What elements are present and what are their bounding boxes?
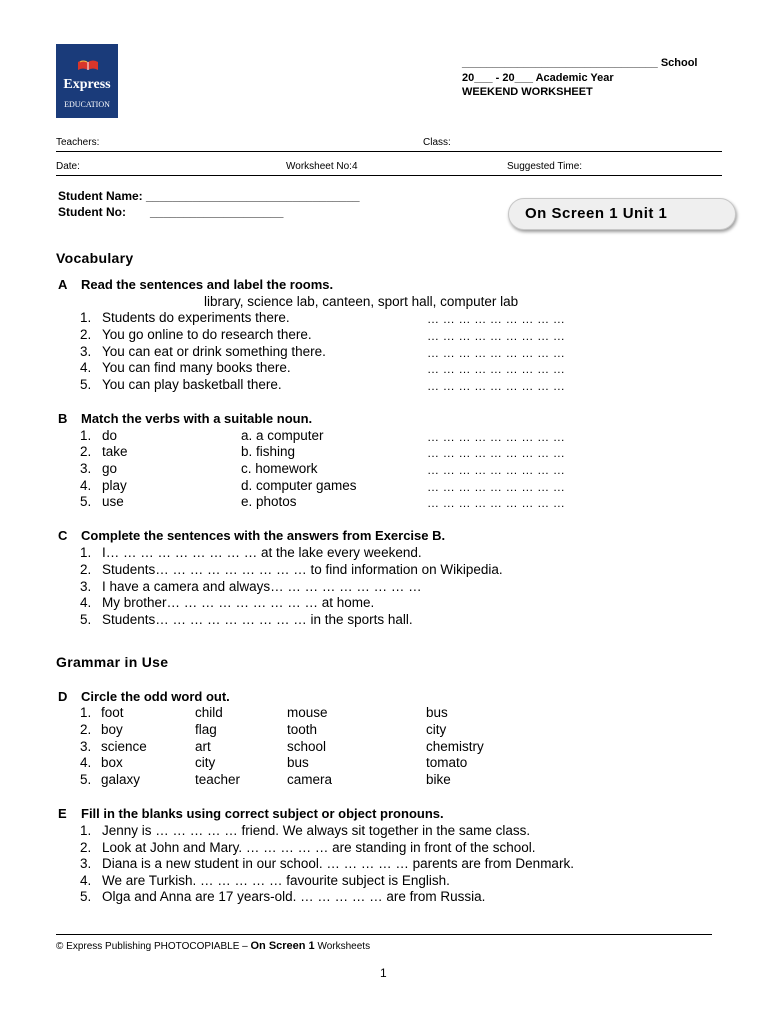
- footer-prefix: © Express Publishing PHOTOCOPIABLE –: [56, 941, 251, 952]
- item-number: 5.: [80, 494, 92, 509]
- item-number: 5.: [80, 772, 92, 787]
- noun-option: a. a computer: [241, 428, 324, 443]
- date-label: Date:: [56, 161, 80, 172]
- answer-blank: … … … … … … … … …: [427, 362, 566, 376]
- exercise-letter: C: [58, 528, 68, 543]
- logo-sub: EDUCATION: [64, 100, 110, 109]
- word: school: [287, 739, 327, 754]
- noun-option: b. fishing: [241, 444, 296, 459]
- item-text: Students… … … … … … … … … in the sports hall.: [102, 612, 413, 627]
- item-number: 5.: [80, 889, 92, 904]
- item-text: Olga and Anna are 17 years-old. … … … … … are from Russia.: [102, 889, 486, 904]
- express-logo: [56, 44, 118, 118]
- item-number: 4.: [80, 755, 92, 770]
- answer-blank: … … … … … … … … …: [427, 430, 566, 444]
- exercise-letter: A: [58, 277, 68, 292]
- answer-blank: … … … … … … … … …: [427, 446, 566, 460]
- item-text: You go online to do research there.: [102, 327, 312, 342]
- answer-blank: … … … … … … … … …: [427, 312, 566, 326]
- word: teacher: [195, 772, 241, 787]
- item-text: You can find many books there.: [102, 360, 291, 375]
- verb: take: [102, 444, 128, 459]
- exercise-title: Read the sentences and label the rooms.: [81, 277, 334, 292]
- word: bike: [426, 772, 451, 787]
- item-number: 1.: [80, 823, 92, 838]
- item-number: 1.: [80, 428, 92, 443]
- verb: play: [102, 478, 127, 493]
- item-number: 2.: [80, 562, 92, 577]
- item-number: 3.: [80, 461, 92, 476]
- noun-option: e. photos: [241, 494, 297, 509]
- word: galaxy: [101, 772, 141, 787]
- academic-year: 20___ - 20___ Academic Year: [462, 72, 614, 84]
- noun-option: c. homework: [241, 461, 318, 476]
- exercise-letter: B: [58, 411, 68, 426]
- exercise-title: Complete the sentences with the answers from Exercise B.: [81, 528, 446, 543]
- school-line: ________________________________ School: [462, 57, 698, 69]
- word: camera: [287, 772, 333, 787]
- word: chemistry: [426, 739, 484, 754]
- answer-blank: … … … … … … … … …: [427, 346, 566, 360]
- word: tomato: [426, 755, 468, 770]
- item-text: You can eat or drink something there.: [102, 344, 326, 359]
- unit-badge: [508, 198, 736, 230]
- verb: do: [102, 428, 118, 443]
- word-bank: library, science lab, canteen, sport hall, computer lab: [204, 294, 519, 309]
- book-icon: [77, 59, 99, 71]
- word: tooth: [287, 722, 318, 737]
- unit-badge-text: On Screen 1 Unit 1: [525, 205, 668, 222]
- item-number: 2.: [80, 840, 92, 855]
- verb: go: [102, 461, 118, 476]
- item-number: 4.: [80, 478, 92, 493]
- answer-blank: … … … … … … … … …: [427, 379, 566, 393]
- word: bus: [287, 755, 309, 770]
- noun-option: d. computer games: [241, 478, 357, 493]
- item-text: Jenny is … … … … … friend. We always sit together in the same class.: [102, 823, 531, 838]
- student-no-blank: ____________________: [150, 205, 284, 219]
- item-number: 2.: [80, 722, 92, 737]
- student-no-label: Student No:: [58, 205, 126, 219]
- item-text: My brother… … … … … … … … … at home.: [102, 595, 375, 610]
- exercise-title: Circle the odd word out.: [81, 689, 230, 704]
- word: boy: [101, 722, 123, 737]
- item-number: 1.: [80, 705, 92, 720]
- exercise-title: Fill in the blanks using correct subject or object pronouns.: [81, 806, 444, 821]
- word: foot: [101, 705, 124, 720]
- exercise-letter: D: [58, 689, 68, 704]
- exercise-letter: E: [58, 806, 67, 821]
- item-text: Students… … … … … … … … … to find information on Wikipedia.: [102, 562, 503, 577]
- item-text: Diana is a new student in our school. … … … … … parents are from Denmark.: [102, 856, 574, 871]
- item-number: 2.: [80, 444, 92, 459]
- exercise-title: Match the verbs with a suitable noun.: [81, 411, 313, 426]
- word: box: [101, 755, 123, 770]
- answer-blank: … … … … … … … … …: [427, 496, 566, 510]
- footer-suffix: Worksheets: [314, 941, 371, 952]
- verb: use: [102, 494, 124, 509]
- word: city: [195, 755, 216, 770]
- item-number: 2.: [80, 327, 92, 342]
- page-number: 1: [380, 966, 387, 980]
- word: bus: [426, 705, 448, 720]
- item-number: 1.: [80, 310, 92, 325]
- item-number: 3.: [80, 856, 92, 871]
- teachers-label: Teachers:: [56, 137, 100, 148]
- answer-blank: … … … … … … … … …: [427, 329, 566, 343]
- answer-blank: … … … … … … … … …: [427, 463, 566, 477]
- word: city: [426, 722, 447, 737]
- student-name: Student Name: ________________________________: [58, 189, 360, 203]
- logo-brand: Express: [63, 77, 111, 92]
- item-text: I have a camera and always… … … … … … … … …: [102, 579, 422, 594]
- item-number: 4.: [80, 595, 92, 610]
- item-number: 4.: [80, 873, 92, 888]
- footer-divider: [56, 934, 712, 935]
- word: flag: [195, 722, 217, 737]
- item-text: Look at John and Mary. … … … … … are standing in front of the school.: [102, 840, 536, 855]
- suggested-time: Suggested Time:: [507, 161, 583, 172]
- section-title: Vocabulary: [56, 250, 134, 266]
- item-number: 3.: [80, 579, 92, 594]
- item-number: 3.: [80, 739, 92, 754]
- item-text: I… … … … … … … … … at the lake every weekend.: [102, 545, 422, 560]
- item-number: 5.: [80, 612, 92, 627]
- item-text: Students do experiments there.: [102, 310, 290, 325]
- item-text: We are Turkish. … … … … … favourite subject is English.: [102, 873, 450, 888]
- weekend-worksheet: WEEKEND WORKSHEET: [462, 86, 593, 98]
- word: child: [195, 705, 223, 720]
- item-number: 3.: [80, 344, 92, 359]
- item-text: You can play basketball there.: [102, 377, 282, 392]
- divider: [56, 175, 722, 176]
- footer-title: On Screen 1: [250, 940, 315, 952]
- section-title: Grammar in Use: [56, 654, 169, 670]
- word: science: [101, 739, 147, 754]
- footer-credit: [56, 940, 370, 952]
- item-number: 4.: [80, 360, 92, 375]
- item-number: 1.: [80, 545, 92, 560]
- answer-blank: … … … … … … … … …: [427, 480, 566, 494]
- word: art: [195, 739, 211, 754]
- word: mouse: [287, 705, 328, 720]
- item-number: 5.: [80, 377, 92, 392]
- worksheet-no: Worksheet No:4: [286, 161, 358, 172]
- divider: [56, 151, 722, 152]
- class-label: Class:: [423, 137, 451, 148]
